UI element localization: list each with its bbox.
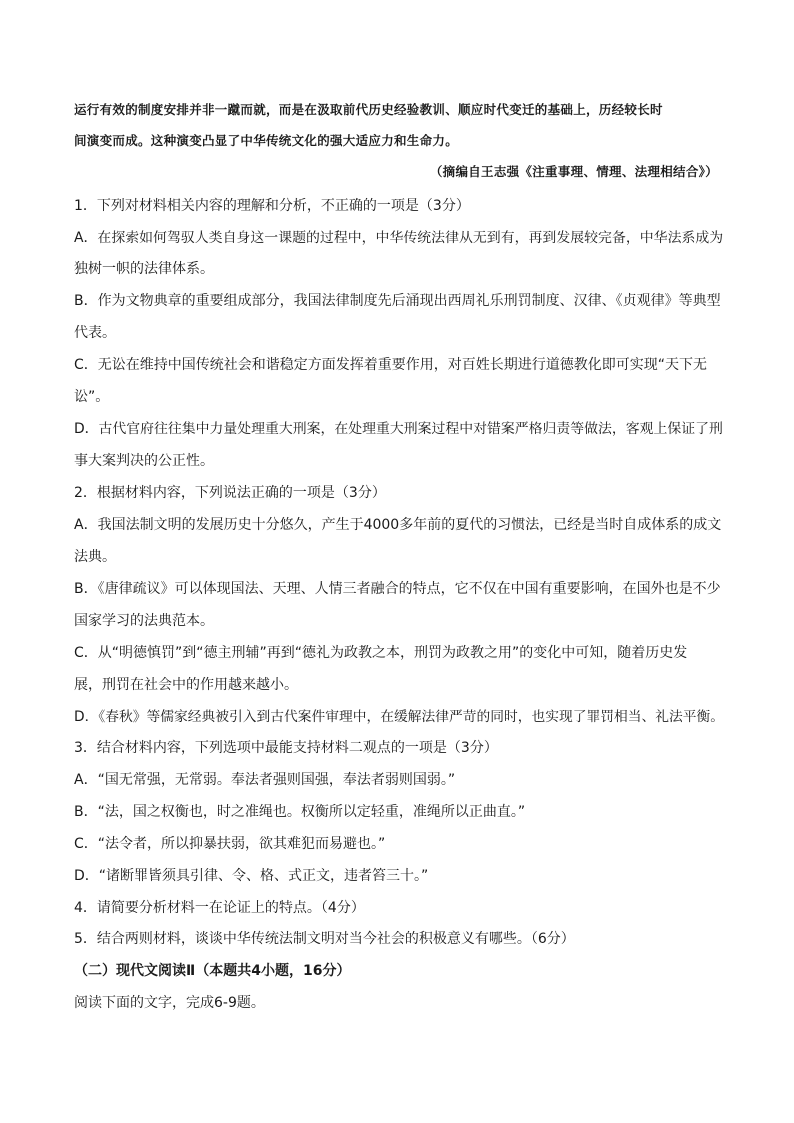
q2-option-b-line1: B．《唐律疏议》可以体现国法、天理、人情三者融合的特点，它不仅在中国有重要影响，在国外也是不少: [74, 581, 721, 597]
q2-stem: 2．根据材料内容，下列说法正确的一项是（3分）: [74, 485, 386, 501]
q1-option-b-line1: B．作为文物典章的重要组成部分，我国法律制度先后涌现出西周礼乐刑罚制度、汉律、《贞观律》等典型: [74, 293, 721, 309]
q2-option-c-line2: 展，刑罚在社会中的作用越来越小。: [74, 677, 298, 693]
q5-stem: 5．结合两则材料，谈谈中华传统法制文明对当今社会的积极意义有哪些。（6分）: [74, 931, 575, 947]
q1-option-b-line2: 代表。: [74, 325, 116, 341]
section-instruction: 阅读下面的文字，完成6-9题。: [74, 995, 265, 1011]
q1-option-a-line2: 独树一帜的法律体系。: [74, 261, 214, 277]
q3-option-d: D．“诸断罪皆须具引律、令、格、式正文，违者笞三十。”: [74, 868, 429, 884]
q2-option-c-line1: C．从“明德慎罚”到“德主刑辅”再到“德礼为政教之本，刑罚为政教之用”的变化中可知，随着历史发: [74, 645, 688, 661]
source-citation: （摘编自王志强《注重事理、情理、法理相结合》）: [429, 164, 718, 179]
q4-stem: 4．请简要分析材料一在论证上的特点。（4分）: [74, 900, 365, 916]
q1-option-a-line1: A．在探索如何驾驭人类自身这一课题的过程中，中华传统法律从无到有，再到发展较完备，中华法系成为: [74, 230, 724, 246]
q1-option-c-line1: C．无讼在维持中国传统社会和谐稳定方面发挥着重要作用，对百姓长期进行道德教化即可实现“天下无: [74, 357, 708, 373]
section-heading: （二）现代文阅读Ⅱ（本题共4小题，16分）: [74, 963, 351, 979]
q1-option-c-line2: 讼”。: [74, 389, 110, 405]
q2-option-b-line2: 国家学习的法典范本。: [74, 613, 214, 629]
intro-line-1: 运行有效的制度安排并非一蹴而就，而是在汲取前代历史经验教训、顺应时代变迁的基础上，历经较长时: [74, 102, 663, 117]
q3-stem: 3．结合材料内容，下列选项中最能支持材料二观点的一项是（3分）: [74, 740, 498, 756]
q3-option-b: B．“法，国之权衡也，时之准绳也。权衡所以定轻重，准绳所以正曲直。”: [74, 804, 526, 820]
q1-option-d-line2: 事大案判决的公正性。: [74, 453, 214, 469]
intro-line-2: 间演变而成。这种演变凸显了中华传统文化的强大适应力和生命力。: [74, 133, 459, 148]
q2-option-a-line1: A．我国法制文明的发展历史十分悠久，产生于4000多年前的夏代的习惯法，已经是当时自成体系的成文: [74, 517, 722, 533]
q2-option-d: D．《春秋》等儒家经典被引入到古代案件审理中，在缓解法律严苛的同时，也实现了罪罚相当、礼法平衡。: [74, 709, 724, 725]
q3-option-a: A．“国无常强，无常弱。奉法者强则国强，奉法者弱则国弱。”: [74, 772, 456, 788]
q1-stem: 1．下列对材料相关内容的理解和分析，不正确的一项是（3分）: [74, 198, 470, 214]
q1-option-d-line1: D．古代官府往往集中力量处理重大刑案，在处理重大刑案过程中对错案严格归责等做法，客观上保证了刑: [74, 421, 723, 437]
q3-option-c: C．“法令者，所以抑暴扶弱，欲其难犯而易避也。”: [74, 836, 386, 852]
q2-option-a-line2: 法典。: [74, 549, 116, 565]
